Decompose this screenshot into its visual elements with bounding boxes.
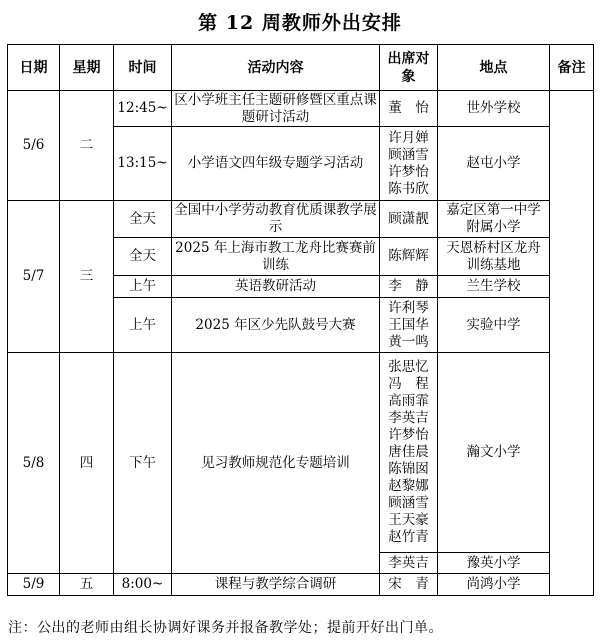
- date-cell: 5/8: [8, 353, 60, 574]
- location-cell: 实验中学: [438, 298, 550, 353]
- header-date: 日期: [8, 45, 60, 91]
- header-activity: 活动内容: [172, 45, 380, 91]
- header-location: 地点: [438, 45, 550, 91]
- schedule-table: [7, 44, 594, 596]
- time-cell: 下午: [114, 353, 172, 574]
- table-row: [8, 574, 594, 596]
- attendees-cell: 顾潇靓: [380, 201, 438, 238]
- activity-cell: 课程与教学综合调研: [172, 574, 380, 596]
- time-cell: 上午: [114, 276, 172, 298]
- location-cell: 赵屯小学: [438, 127, 550, 201]
- attendees-cell: 李 静: [380, 276, 438, 298]
- attendees-cell: 许月婵 顾涵雪 许梦怡 陈书欣: [380, 127, 438, 201]
- location-cell: 世外学校: [438, 91, 550, 127]
- activity-cell: 英语教研活动: [172, 276, 380, 298]
- remarks-cell: [550, 91, 594, 596]
- location-cell: 天恩桥村区龙舟训练基地: [438, 238, 550, 276]
- header-remarks: 备注: [550, 45, 594, 91]
- header-attendees: 出席对象: [380, 45, 438, 91]
- header-time: 时间: [114, 45, 172, 91]
- table-row: [8, 353, 594, 553]
- activity-cell: 小学语文四年级专题学习活动: [172, 127, 380, 201]
- location-cell: 兰生学校: [438, 276, 550, 298]
- activity-cell: 2025 年区少先队鼓号大赛: [172, 298, 380, 353]
- page-title: 第 12 周教师外出安排: [198, 12, 402, 34]
- table-row: [8, 201, 594, 238]
- attendees-cell: 宋 青: [380, 574, 438, 596]
- footer-note: 注：公出的老师由组长协调好课务并报备教学处；提前开好出门单。: [8, 620, 443, 636]
- location-cell: 豫英小学: [438, 553, 550, 574]
- weekday-cell: 四: [60, 353, 114, 574]
- location-cell: 瀚文小学: [438, 353, 550, 553]
- attendees-cell: 张思忆 冯 程 高雨霏 李英吉 许梦怡 唐佳晨 陈锦囡 赵黎娜 顾涵雪 王天豪 赵竹青: [380, 353, 438, 553]
- time-cell: 12:45~: [114, 91, 172, 127]
- weekday-cell: 五: [60, 574, 114, 596]
- attendees-cell: 李英吉: [380, 553, 438, 574]
- location-cell: 嘉定区第一中学附属小学: [438, 201, 550, 238]
- attendees-cell: 陈辉辉: [380, 238, 438, 276]
- attendees-cell: 董 怡: [380, 91, 438, 127]
- date-cell: 5/7: [8, 201, 60, 353]
- date-cell: 5/6: [8, 91, 60, 201]
- time-cell: 全天: [114, 201, 172, 238]
- activity-cell: 2025 年上海市教工龙舟比赛赛前训练: [172, 238, 380, 276]
- header-row: [8, 45, 594, 91]
- time-cell: 全天: [114, 238, 172, 276]
- activity-cell: 见习教师规范化专题培训: [172, 353, 380, 574]
- activity-cell: 全国中小学劳动教育优质课教学展示: [172, 201, 380, 238]
- time-cell: 8:00~: [114, 574, 172, 596]
- attendees-cell: 许利琴 王国华 黄一鸣: [380, 298, 438, 353]
- location-cell: 尚鸿小学: [438, 574, 550, 596]
- activity-cell: 区小学班主任主题研修暨区重点课题研讨活动: [172, 91, 380, 127]
- weekday-cell: 三: [60, 201, 114, 353]
- time-cell: 上午: [114, 298, 172, 353]
- weekday-cell: 二: [60, 91, 114, 201]
- table-row: [8, 91, 594, 127]
- date-cell: 5/9: [8, 574, 60, 596]
- header-weekday: 星期: [60, 45, 114, 91]
- time-cell: 13:15~: [114, 127, 172, 201]
